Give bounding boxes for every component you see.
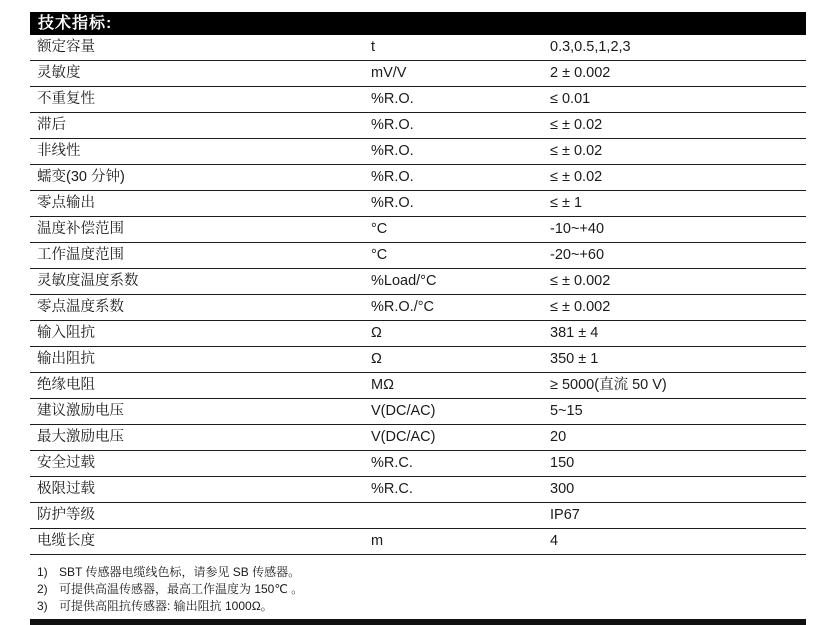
- spec-value: ≤ ± 1: [550, 195, 583, 211]
- spec-unit: Ω: [371, 351, 382, 367]
- table-row: [30, 425, 806, 451]
- spec-value: 2 ± 0.002: [550, 65, 611, 81]
- spec-param-label: 蠕变(30 分钟): [37, 169, 125, 185]
- spec-unit: %R.C.: [371, 481, 413, 497]
- table-row: [30, 477, 806, 503]
- spec-value: 381 ± 4: [550, 325, 599, 341]
- table-row: [30, 347, 806, 373]
- spec-unit: t: [371, 39, 376, 55]
- spec-unit: MΩ: [371, 377, 394, 393]
- spec-param-label: 零点温度系数: [37, 299, 124, 315]
- spec-unit: %R.O.: [371, 91, 414, 107]
- spec-param-label: 输入阻抗: [37, 325, 95, 341]
- spec-value: ≤ 0.01: [550, 91, 591, 107]
- spec-value: 5~15: [550, 403, 583, 419]
- spec-value: IP67: [550, 507, 580, 523]
- footnote-text: 可提供高阻抗传感器: 输出阻抗 1000Ω。: [59, 599, 273, 613]
- table-row: [30, 139, 806, 165]
- spec-unit: %R.O.: [371, 169, 414, 185]
- table-row: [30, 243, 806, 269]
- spec-param-label: 安全过载: [37, 455, 95, 471]
- footnote-text: SBT 传感器电缆线色标，请参见 SB 传感器。: [59, 565, 301, 579]
- table-row: [30, 35, 806, 61]
- spec-value: 20: [550, 429, 567, 445]
- table-row: [30, 295, 806, 321]
- table-row: [30, 373, 806, 399]
- table-row: [30, 217, 806, 243]
- footnotes: [30, 564, 806, 615]
- spec-unit: %Load/°C: [371, 273, 437, 289]
- footnote-line: [37, 581, 806, 598]
- spec-param-label: 工作温度范围: [37, 247, 124, 263]
- spec-value: 0.3,0.5,1,2,3: [550, 39, 631, 55]
- spec-value: ≥ 5000(直流 50 V): [550, 377, 667, 393]
- spec-unit: Ω: [371, 325, 382, 341]
- spec-sheet: [30, 12, 806, 615]
- spec-unit: %R.O.: [371, 117, 414, 133]
- table-row: [30, 87, 806, 113]
- footnote-line: [37, 564, 806, 581]
- section-title: 技术指标:: [38, 15, 113, 32]
- spec-param-label: 建议激励电压: [37, 403, 124, 419]
- next-section-header-bar-cutoff: [30, 619, 806, 625]
- table-row: [30, 269, 806, 295]
- table-row: [30, 191, 806, 217]
- table-row: [30, 451, 806, 477]
- spec-unit: %R.O.: [371, 143, 414, 159]
- spec-param-label: 不重复性: [37, 91, 95, 107]
- footnote-number: 3): [37, 599, 48, 613]
- footnote-number: 2): [37, 582, 48, 596]
- spec-value: ≤ ± 0.002: [550, 273, 611, 289]
- spec-param-label: 非线性: [37, 143, 81, 159]
- table-row: [30, 399, 806, 425]
- table-row: [30, 503, 806, 529]
- spec-table: [30, 35, 806, 555]
- spec-value: 300: [550, 481, 575, 497]
- spec-param-label: 额定容量: [37, 39, 95, 55]
- spec-param-label: 灵敏度: [37, 65, 81, 81]
- spec-param-label: 零点输出: [37, 195, 95, 211]
- spec-unit: V(DC/AC): [371, 429, 436, 445]
- spec-unit: °C: [371, 221, 388, 237]
- spec-value: ≤ ± 0.02: [550, 117, 603, 133]
- spec-value: -20~+60: [550, 247, 605, 263]
- spec-value: 4: [550, 533, 559, 549]
- spec-param-label: 输出阻抗: [37, 351, 95, 367]
- spec-param-label: 防护等级: [37, 507, 95, 523]
- spec-param-label: 温度补偿范围: [37, 221, 124, 237]
- spec-value: ≤ ± 0.002: [550, 299, 611, 315]
- spec-unit: %R.O.: [371, 195, 414, 211]
- spec-unit: [371, 503, 550, 528]
- section-header: [30, 12, 806, 35]
- table-row: [30, 165, 806, 191]
- table-row: [30, 113, 806, 139]
- spec-param-label: 最大激励电压: [37, 429, 124, 445]
- spec-unit: V(DC/AC): [371, 403, 436, 419]
- footnote-number: 1): [37, 565, 48, 579]
- table-row: [30, 321, 806, 347]
- spec-unit: %R.O./°C: [371, 299, 434, 315]
- spec-value: ≤ ± 0.02: [550, 169, 603, 185]
- table-row: [30, 61, 806, 87]
- footnote-text: 可提供高温传感器，最高工作温度为 150℃ 。: [59, 582, 304, 596]
- spec-param-label: 极限过载: [37, 481, 95, 497]
- spec-param-label: 绝缘电阻: [37, 377, 95, 393]
- spec-unit: %R.C.: [371, 455, 413, 471]
- spec-value: 150: [550, 455, 575, 471]
- spec-unit: °C: [371, 247, 388, 263]
- spec-value: -10~+40: [550, 221, 605, 237]
- spec-value: ≤ ± 0.02: [550, 143, 603, 159]
- spec-param-label: 电缆长度: [37, 533, 95, 549]
- spec-param-label: 灵敏度温度系数: [37, 273, 139, 289]
- spec-unit: m: [371, 533, 384, 549]
- spec-unit: mV/V: [371, 65, 407, 81]
- spec-value: 350 ± 1: [550, 351, 599, 367]
- spec-param-label: 滞后: [37, 117, 66, 133]
- table-row: [30, 529, 806, 555]
- footnote-line: [37, 598, 806, 615]
